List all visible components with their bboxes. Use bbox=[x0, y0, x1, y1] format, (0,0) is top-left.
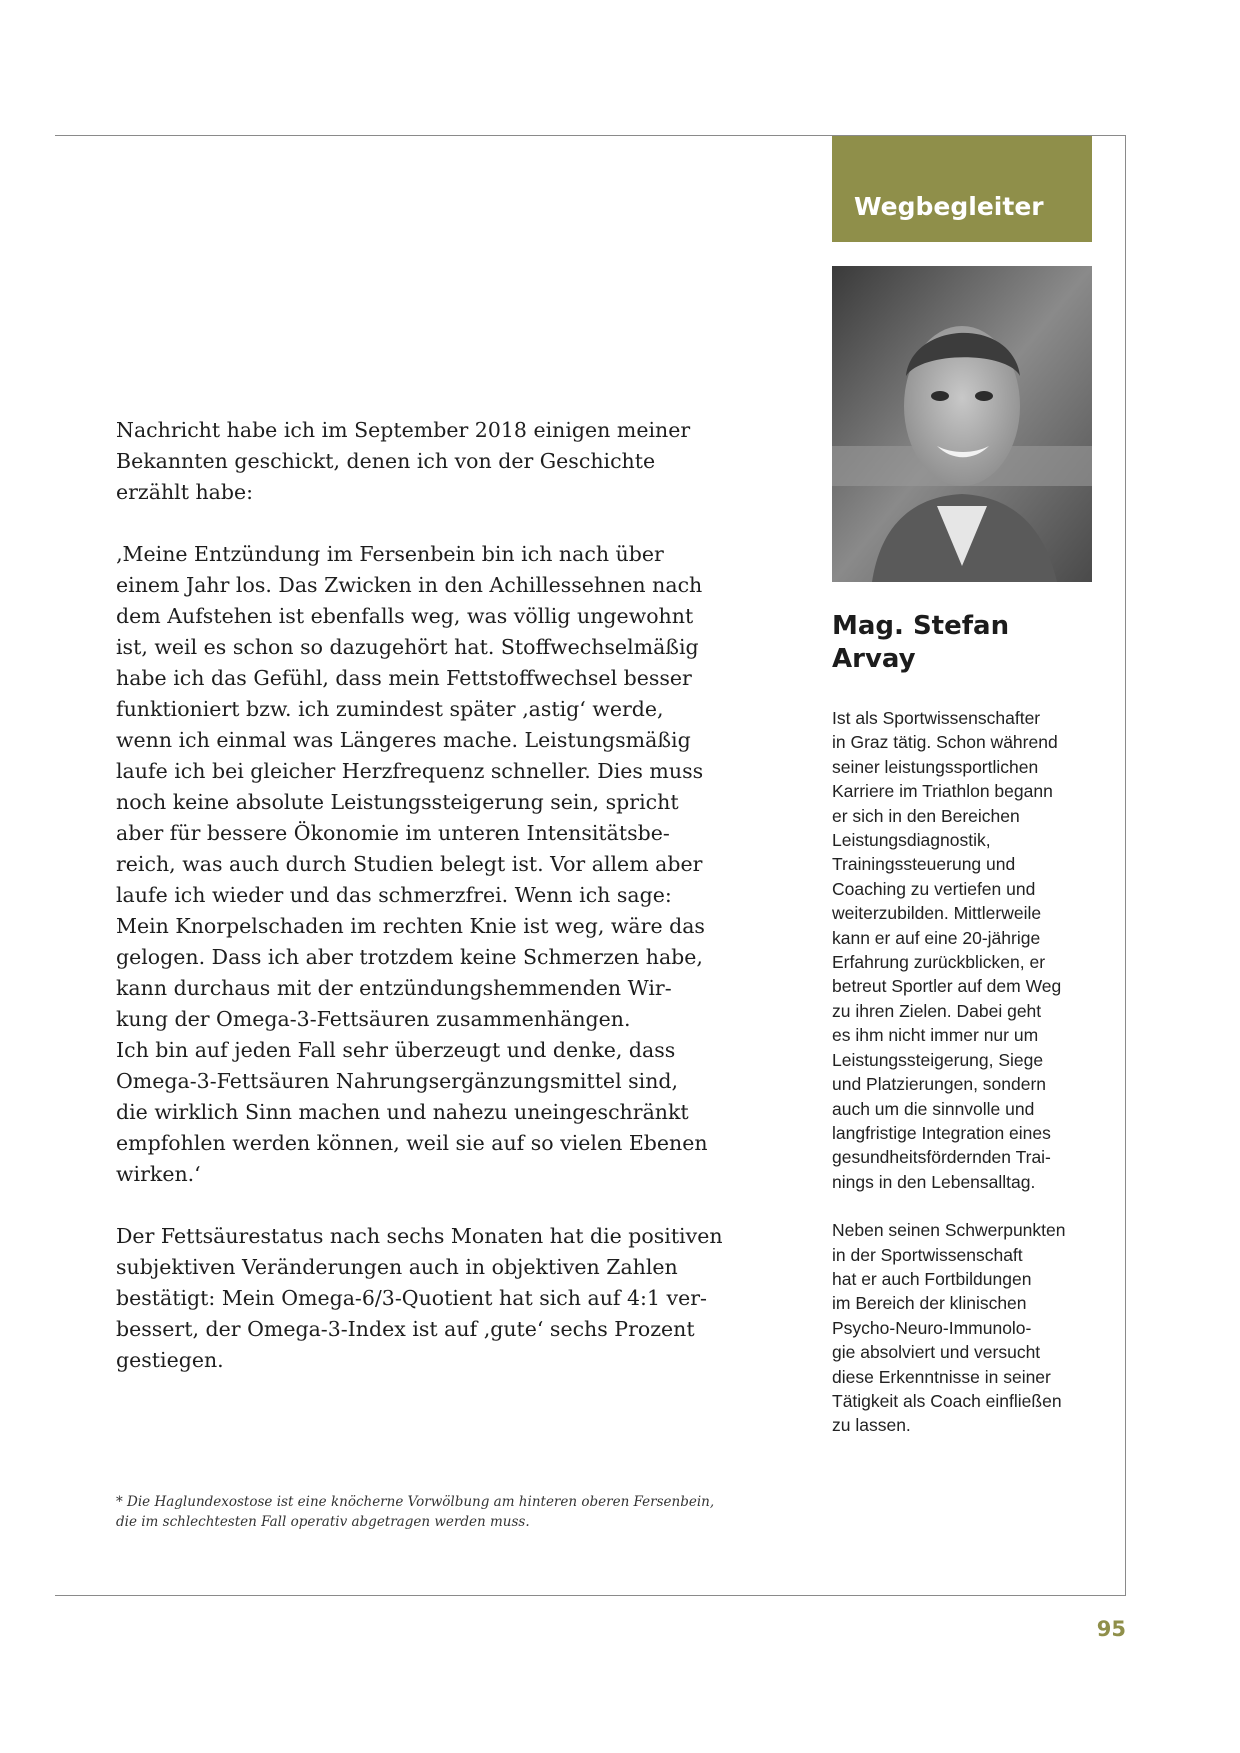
person-bio bbox=[832, 706, 1102, 1462]
sidebar-tag-label: Wegbegleiter bbox=[854, 192, 1044, 221]
sidebar-section-tag bbox=[832, 136, 1092, 242]
portrait-image bbox=[832, 266, 1092, 582]
right-rule bbox=[1125, 135, 1126, 1596]
paragraph-intro: Nachricht habe ich im September 2018 einigen meiner Bekannten geschickt, denen ich von der Geschichte erzählt habe: bbox=[116, 418, 691, 504]
paragraph-result: Der Fettsäurestatus nach sechs Monaten hat die positiven subjektiven Veränderungen auch in objektiven Zahlen bestätigt: Mein Omega-6/3-Quotient hat sich auf 4:1 ver- bessert, der Omega-3-Index ist auf ‚gute‘ sechs Prozent gestiegen. bbox=[116, 1224, 723, 1372]
main-text bbox=[116, 415, 736, 1407]
footnote: * Die Haglundexostose ist eine knöcherne Vorwölbung am hinteren oberen Fersenbein, die im schlechtesten Fall operativ abgetragen werden muss. bbox=[116, 1494, 715, 1530]
paragraph-quote: ‚Meine Entzündung im Fersenbein bin ich nach über einem Jahr los. Das Zwicken in den Achillessehnen nach dem Aufstehen ist ebenfalls weg, was völlig ungewohnt ist, weil es schon so dazugehört hat. Stoffwechselmäßig habe ich das Gefühl, dass mein Fettstoffwechsel besser funktioniert bzw. ich zumindest später ‚astig‘ werde, wenn ich einmal was Längeres mache. Leistungsmäßig laufe ich bei gleicher Herzfrequenz schneller. Dies muss noch keine absolute Leistungssteigerung sein, spricht aber für bessere Ökonomie im unteren Intensitätsbe- reich, was auch durch Studien belegt ist. Vor allem aber laufe ich wieder und das schmerzfrei. Wenn ich sage: Mein Knorpelschaden im rechten Knie ist weg, wäre das gelogen. Dass ich aber trotzdem keine Schmerzen habe, kann durchaus mit der entzündungshemmenden Wir- kung der Omega-3-Fettsäuren zusammenhängen. Ich bin auf jeden Fall sehr überzeugt und denke, dass Omega-3-Fettsäuren Nahrungsergänzungsmittel sind, die wirklich Sinn machen und nahezu uneingeschränkt empfohlen werden können, weil sie auf so vielen Ebenen wirken.‘ bbox=[116, 542, 708, 1186]
page-number: 95 bbox=[1096, 1617, 1126, 1641]
bio-paragraph: Ist als Sportwissenschafter in Graz tätig. Schon während seiner leistungssportlichen Karriere im Triathlon begann er sich in den Bereichen Leistungsdiagnostik, Trainingssteuerung und Coaching zu vertiefen und weiterzubilden. Mittlerweile kann er auf eine 20-jährige Erfahrung zurückblicken, er betreut Sportler auf dem Weg zu ihren Zielen. Dabei geht es ihm nicht immer nur um Leistungssteigerung, Siege und Platzierungen, sondern auch um die sinnvolle und langfristige Integration eines gesundheitsfördernden Trai- nings in den Lebensalltag. bbox=[832, 708, 1062, 1192]
bio-paragraph: Neben seinen Schwerpunkten in der Sportwissenschaft hat er auch Fortbildungen im Bereich der klinischen Psycho-Neuro-Immunolo- gie absolviert und versucht diese Erkenntnisse in seiner Tätigkeit als Coach einfließen zu lassen. bbox=[832, 1220, 1066, 1436]
person-name: Mag. Stefan Arvay bbox=[832, 611, 1010, 674]
bottom-rule bbox=[55, 1595, 1126, 1596]
portrait-photo bbox=[832, 266, 1092, 582]
